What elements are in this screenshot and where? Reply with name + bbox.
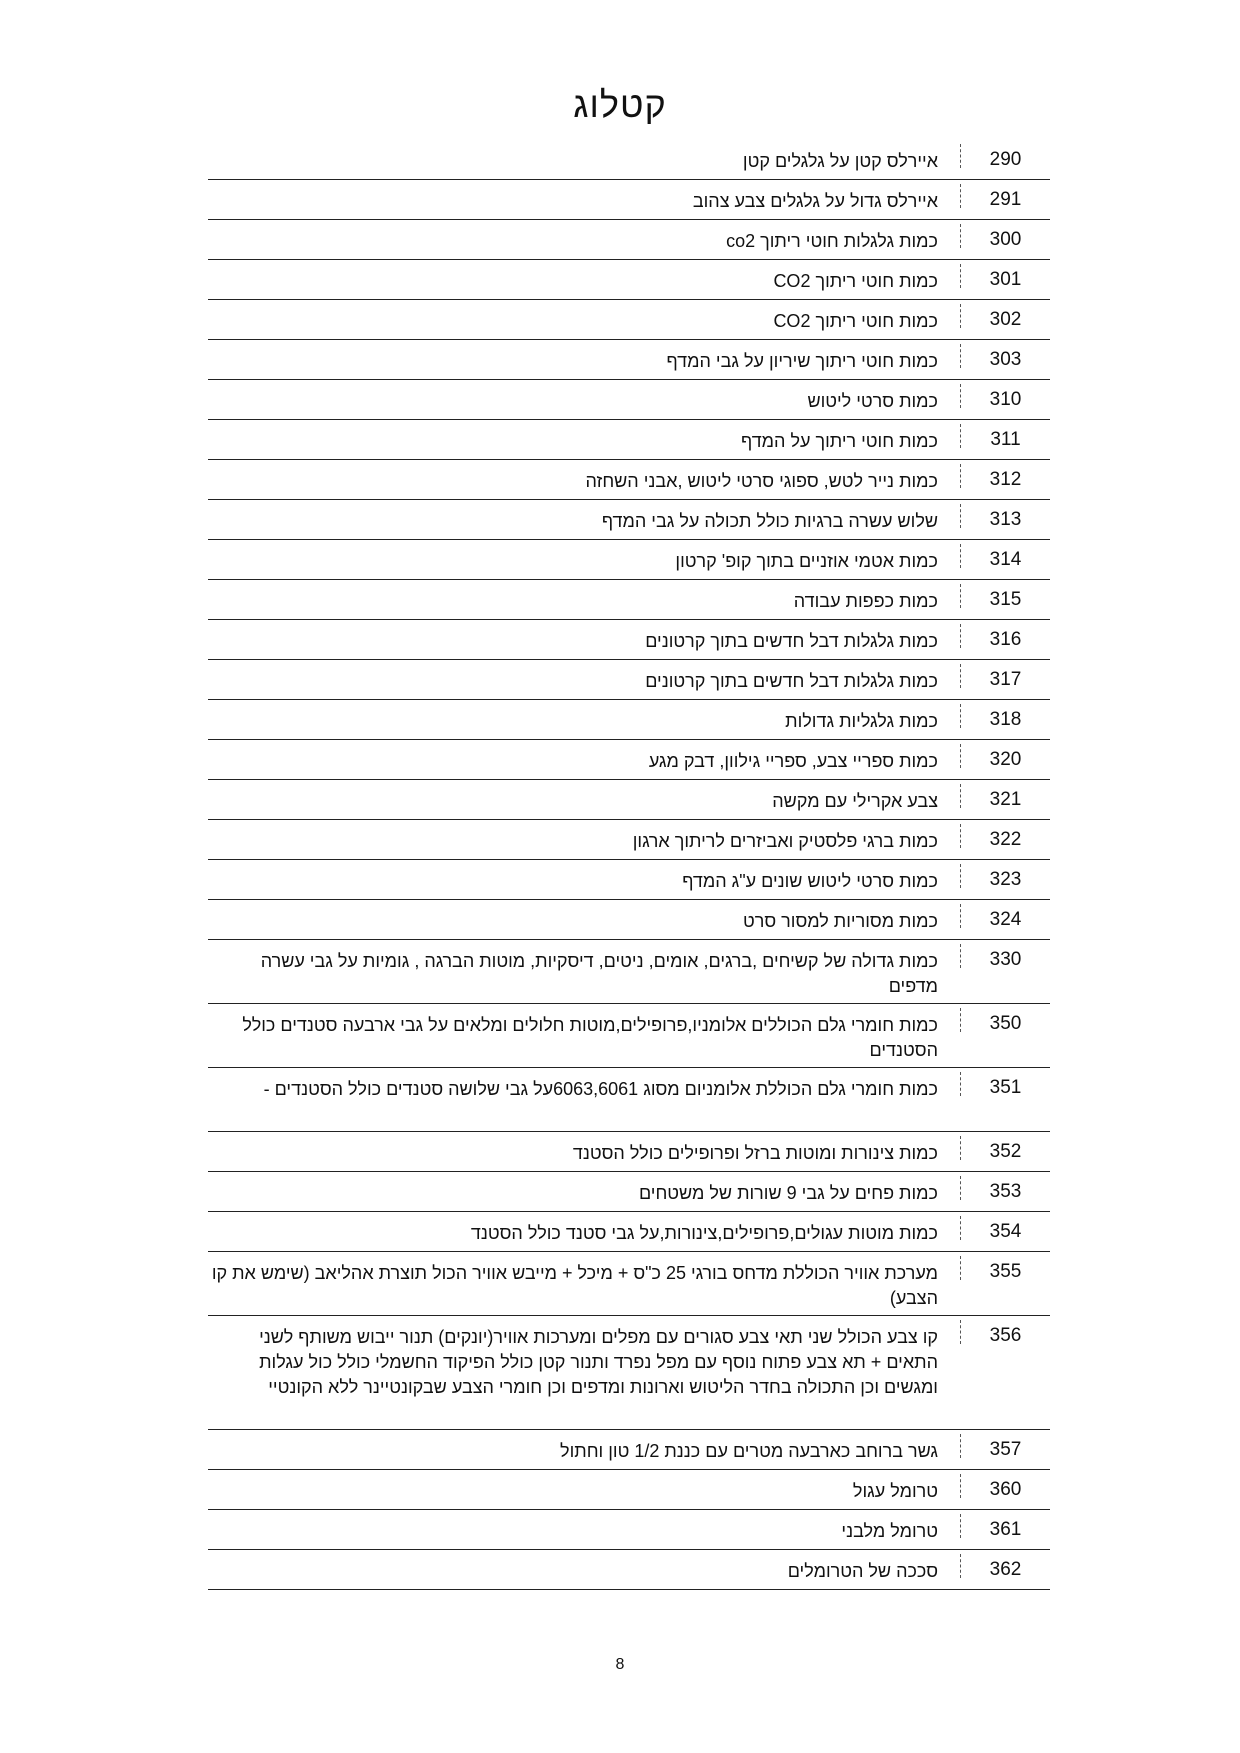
item-description: כמות גלגלות חוטי ריתוך co2 [726, 231, 938, 251]
item-number: 301 [960, 264, 1050, 288]
catalog-row [208, 1430, 1050, 1470]
catalog-row [208, 620, 1050, 660]
item-description: כמות חוטי ריתוך שיריון על גבי המדף [666, 351, 938, 371]
catalog-row [208, 1316, 1050, 1430]
catalog-row [208, 340, 1050, 380]
item-number: 350 [960, 1008, 1050, 1032]
item-number: 317 [960, 664, 1050, 688]
item-number: 302 [960, 304, 1050, 328]
item-description: כמות מסוריות למסור סרט [743, 911, 938, 931]
item-description: כמות חוטי ריתוך על המדף [741, 431, 938, 451]
item-number: 356 [960, 1320, 1050, 1344]
item-number: 355 [960, 1256, 1050, 1280]
catalog-row [208, 1132, 1050, 1172]
item-description: כמות צינורות ומוטות ברזל ופרופילים כולל הסטנד [572, 1143, 938, 1163]
item-description: כמות חוטי ריתוך CO2 [773, 271, 938, 291]
item-number: 300 [960, 224, 1050, 248]
item-number: 316 [960, 624, 1050, 648]
item-description: כמות גלגלות דבל חדשים בתוך קרטונים [645, 631, 938, 651]
catalog-row [208, 500, 1050, 540]
item-number: 361 [960, 1514, 1050, 1538]
item-description: כמות ברגי פלסטיק ואביזרים לריתוך ארגון [632, 831, 938, 851]
catalog-table [208, 140, 1050, 1590]
item-description: כמות נייר לטש, ספוגי סרטי ליטוש ,אבני השחזה [585, 471, 938, 491]
item-description: כמות אטמי אוזניים בתוך קופ' קרטון [675, 551, 938, 571]
item-number: 290 [960, 144, 1050, 168]
item-description: כמות חוטי ריתוך CO2 [773, 311, 938, 331]
item-number: 360 [960, 1474, 1050, 1498]
item-number: 322 [960, 824, 1050, 848]
item-number: 324 [960, 904, 1050, 928]
item-description: גשר ברוחב כארבעה מטרים עם כננת 1/2 טון וחתול [560, 1441, 938, 1461]
item-description: טרומל עגול [852, 1481, 938, 1501]
page-title: קטלוג [573, 84, 667, 125]
catalog-row [208, 460, 1050, 500]
item-description: קו צבע הכולל שני תאי צבע סגורים עם מפלים ומערכות אוויר(יונקים) תנור ייבוש משותף לשני התאים + תא צבע פתוח נוסף עם מפל נפרד ותנור קטן כולל הפיקוד החשמלי כולל כול עגלות ומגשים וכן התכולה בחדר הליטוש וארונות ומדפים וכן חומרי הצבע שבקונטיינר ללא הקונטיי [259, 1327, 938, 1397]
catalog-row [208, 1212, 1050, 1252]
item-number: 357 [960, 1434, 1050, 1458]
item-description: כמות כפפות עבודה [793, 591, 938, 611]
item-number: 311 [960, 424, 1050, 448]
page-number: 8 [615, 1656, 625, 1673]
catalog-row [208, 900, 1050, 940]
item-description: כמות סרטי ליטוש [807, 391, 938, 411]
catalog-row [208, 420, 1050, 460]
item-description: כמות סרטי ליטוש שונים ע"ג המדף [682, 871, 938, 891]
item-number: 313 [960, 504, 1050, 528]
item-description: כמות פחים על גבי 9 שורות של משטחים [638, 1183, 938, 1203]
item-number: 354 [960, 1216, 1050, 1240]
item-number: 315 [960, 584, 1050, 608]
catalog-row [208, 580, 1050, 620]
item-number: 323 [960, 864, 1050, 888]
item-number: 353 [960, 1176, 1050, 1200]
item-number: 330 [960, 944, 1050, 968]
item-description: כמות גלגלות דבל חדשים בתוך קרטונים [645, 671, 938, 691]
item-description: טרומל מלבני [841, 1521, 938, 1541]
item-number: 314 [960, 544, 1050, 568]
catalog-row [208, 260, 1050, 300]
item-number: 312 [960, 464, 1050, 488]
item-description: כמות חומרי גלם הכוללת אלומניום מסוג 6063,6061על גבי שלושה סטנדים כולל הסטנדים - [263, 1079, 938, 1099]
catalog-row [208, 1004, 1050, 1068]
item-description: כמות חומרי גלם הכוללים אלומניו,פרופילים,מוטות חלולים ומלאים על גבי ארבעה סטנדים כולל הסטנדים [242, 1015, 938, 1060]
catalog-row [208, 540, 1050, 580]
item-description: מערכת אוויר הכוללת מדחס בורגי 25 כ"ס + מיכל + מייבש אוויר הכול תוצרת אהליאב (שימש את קו הצבע) [211, 1263, 938, 1308]
item-description: כמות ספריי צבע, ספריי גילוון, דבק מגע [648, 751, 938, 771]
item-number: 321 [960, 784, 1050, 808]
item-description: צבע אקרילי עם מקשה [772, 791, 938, 811]
catalog-row [208, 780, 1050, 820]
item-description: סככה של הטרומלים [787, 1561, 938, 1581]
catalog-row [208, 180, 1050, 220]
catalog-row [208, 1550, 1050, 1590]
catalog-row [208, 740, 1050, 780]
catalog-row [208, 300, 1050, 340]
item-number: 291 [960, 184, 1050, 208]
item-description: שלוש עשרה ברגיות כולל תכולה על גבי המדף [601, 511, 938, 531]
item-number: 320 [960, 744, 1050, 768]
catalog-row [208, 1510, 1050, 1550]
item-description: כמות מוטות עגולים,פרופילים,צינורות,על גבי סטנד כולל הסטנד [470, 1223, 938, 1243]
catalog-row [208, 220, 1050, 260]
item-number: 362 [960, 1554, 1050, 1578]
catalog-row [208, 860, 1050, 900]
catalog-row [208, 700, 1050, 740]
item-description: איירלס קטן על גלגלים קטן [742, 151, 938, 171]
catalog-row [208, 1470, 1050, 1510]
catalog-row [208, 380, 1050, 420]
catalog-row [208, 1172, 1050, 1212]
item-description: איירלס גדול על גלגלים צבע צהוב [692, 191, 938, 211]
catalog-row [208, 140, 1050, 180]
item-description: כמות גלגליות גדולות [785, 711, 938, 731]
item-number: 351 [960, 1072, 1050, 1096]
catalog-row [208, 1252, 1050, 1316]
item-number: 303 [960, 344, 1050, 368]
catalog-row [208, 660, 1050, 700]
catalog-row [208, 820, 1050, 860]
item-number: 352 [960, 1136, 1050, 1160]
item-number: 310 [960, 384, 1050, 408]
catalog-row [208, 940, 1050, 1004]
item-description: כמות גדולה של קשיחים ,ברגים, אומים, ניטים, דיסקיות, מוטות הברגה , גומיות על גבי עשרה מדפים [260, 951, 938, 996]
catalog-row [208, 1068, 1050, 1132]
item-number: 318 [960, 704, 1050, 728]
